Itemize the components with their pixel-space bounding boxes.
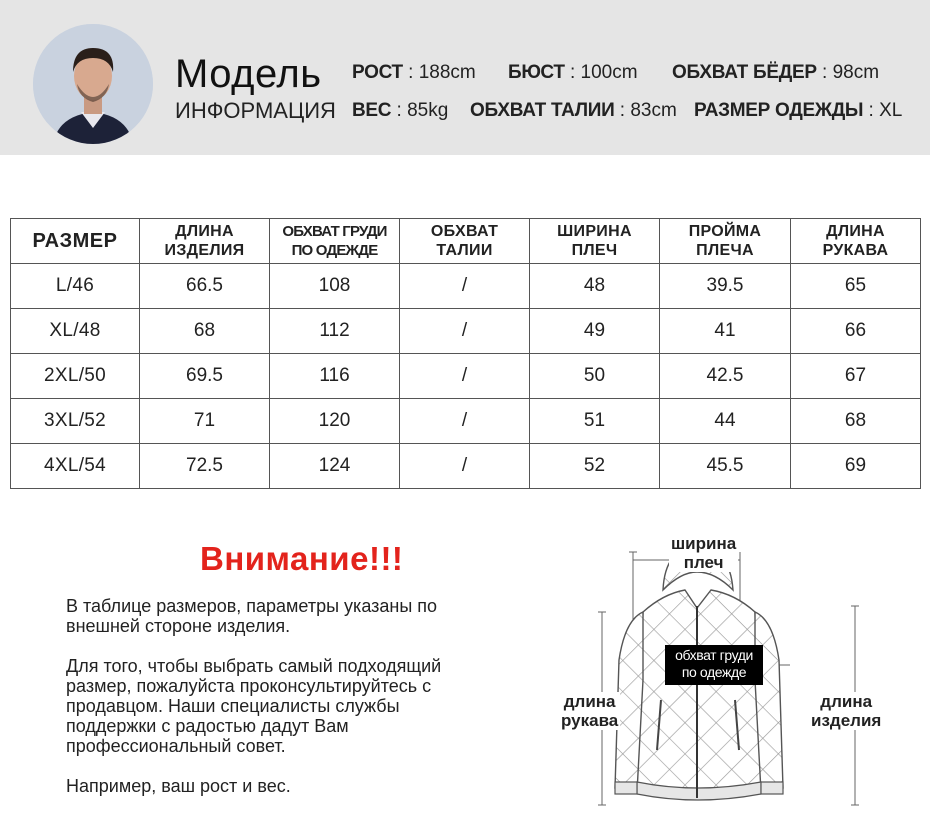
header-line: ОБХВАТ ГРУДИ	[282, 223, 387, 240]
header-line: ТАЛИИ	[436, 242, 493, 259]
shoulder-width-label	[669, 534, 738, 572]
label-line: обхват груди	[675, 647, 753, 663]
header-line: ПРОЙМА	[688, 223, 762, 240]
table-cell: 49	[530, 309, 660, 354]
table-row	[11, 264, 921, 309]
table-cell: 69.5	[140, 354, 270, 399]
stat-bust-value: 100cm	[580, 62, 638, 83]
header-line: ОБХВАТ	[430, 223, 499, 240]
stat-bust-label: БЮСТ	[508, 62, 565, 83]
notice-line: профессиональный совет.	[66, 736, 286, 756]
label-line: изделия	[811, 711, 882, 730]
header-line: РУКАВА	[822, 242, 889, 259]
label-line: рукава	[561, 711, 619, 730]
table-cell: 116	[270, 354, 400, 399]
table-row	[11, 309, 921, 354]
stat-hips-value: 98cm	[832, 62, 880, 83]
table-cell: 50	[530, 354, 660, 399]
notice-line: поддержки с радостью дадут Вам	[66, 716, 349, 736]
table-cell: /	[400, 264, 530, 309]
table-row	[11, 444, 921, 489]
table-cell: 39.5	[660, 264, 791, 309]
label-line: длина	[563, 692, 616, 711]
table-cell: 66	[791, 309, 921, 354]
stat-height-label: РОСТ	[352, 62, 403, 83]
table-cell: 72.5	[140, 444, 270, 489]
table-cell: 44	[660, 399, 791, 444]
table-cell: /	[400, 354, 530, 399]
notice-line: В таблице размеров, параметры указаны по	[66, 596, 438, 616]
table-cell: 41	[660, 309, 791, 354]
table-row	[11, 399, 921, 444]
notice-paragraph	[66, 596, 536, 636]
table-cell: 68	[140, 309, 270, 354]
chest-girth-label	[665, 645, 763, 685]
stat-waist-value: 83cm	[630, 100, 677, 121]
stat-height	[352, 62, 476, 84]
label-line: плеч	[683, 553, 724, 572]
stat-separator: :	[396, 100, 402, 121]
table-cell: /	[400, 399, 530, 444]
header-length	[140, 219, 270, 264]
header-line: ПЛЕЧ	[571, 242, 618, 259]
header-line: ПО ОДЕЖДЕ	[291, 242, 378, 259]
notice-paragraph	[66, 656, 536, 756]
stat-weight-value: 85kg	[407, 100, 449, 121]
table-cell: 108	[270, 264, 400, 309]
header-shoulder-width	[530, 219, 660, 264]
garment-length-label	[809, 692, 883, 730]
header-chest	[270, 219, 400, 264]
table-cell: 69	[791, 444, 921, 489]
label-line: по одежде	[681, 664, 747, 680]
attention-heading: Внимание!!!	[200, 540, 404, 577]
table-cell: 71	[140, 399, 270, 444]
stat-clothing-size	[694, 100, 902, 122]
notice-text	[66, 596, 536, 816]
header-line: ПЛЕЧА	[696, 242, 754, 259]
label-line: длина	[820, 692, 873, 711]
stat-hips-label: ОБХВАТ БЁДЕР	[672, 62, 817, 83]
stat-waist	[470, 100, 677, 122]
stat-separator: :	[619, 100, 626, 121]
table-cell: L/46	[11, 264, 140, 309]
notice-paragraph	[66, 776, 536, 796]
table-cell: 120	[270, 399, 400, 444]
label-line: ширина	[671, 534, 737, 553]
stat-weight	[352, 100, 448, 122]
header-sleeve-length	[791, 219, 921, 264]
header-line: ДЛИНА	[826, 223, 885, 240]
notice-line: продавцом. Наши специалисты службы	[66, 696, 400, 716]
model-info-header	[0, 0, 930, 155]
notice-line: Например, ваш рост и вес.	[66, 776, 291, 796]
stat-hips	[672, 62, 879, 84]
stat-waist-label: ОБХВАТ ТАЛИИ	[470, 100, 615, 121]
header-line: ИЗДЕЛИЯ	[164, 242, 245, 259]
table-cell: 2XL/50	[11, 354, 140, 399]
table-cell: 67	[791, 354, 921, 399]
table-cell: 51	[530, 399, 660, 444]
sleeve-length-label	[559, 692, 620, 730]
notice-line: размер, пожалуйста проконсультируйтесь с	[66, 676, 432, 696]
table-cell: 124	[270, 444, 400, 489]
header-size	[11, 219, 140, 264]
stat-height-value: 188cm	[418, 62, 476, 83]
table-cell: /	[400, 309, 530, 354]
table-cell: /	[400, 444, 530, 489]
stat-weight-label: ВЕС	[352, 100, 392, 121]
table-row	[11, 354, 921, 399]
model-avatar	[33, 24, 153, 144]
jacket-measurement-diagram	[545, 520, 930, 830]
table-cell: 42.5	[660, 354, 791, 399]
page-subtitle: ИНФОРМАЦИЯ	[175, 98, 336, 123]
header-line: ДЛИНА	[175, 223, 234, 240]
table-cell: XL/48	[11, 309, 140, 354]
notice-line: внешней стороне изделия.	[66, 616, 291, 636]
header-line: РАЗМЕР	[32, 229, 118, 252]
stat-separator: :	[569, 62, 576, 83]
stat-separator: :	[868, 100, 874, 121]
page-title: Модель	[175, 52, 322, 96]
table-header-row	[11, 219, 921, 264]
table-cell: 48	[530, 264, 660, 309]
table-cell: 112	[270, 309, 400, 354]
table-cell: 3XL/52	[11, 399, 140, 444]
header-line: ШИРИНА	[557, 223, 632, 240]
stat-separator: :	[408, 62, 414, 83]
stat-size-value: XL	[879, 100, 903, 121]
table-cell: 4XL/54	[11, 444, 140, 489]
stat-bust	[508, 62, 638, 84]
table-cell: 65	[791, 264, 921, 309]
stat-size-label: РАЗМЕР ОДЕЖДЫ	[694, 100, 864, 121]
table-cell: 52	[530, 444, 660, 489]
size-table	[10, 218, 921, 489]
header-waist	[400, 219, 530, 264]
table-cell: 45.5	[660, 444, 791, 489]
stat-separator: :	[822, 62, 828, 83]
table-cell: 66.5	[140, 264, 270, 309]
header-armhole	[660, 219, 791, 264]
notice-line: Для того, чтобы выбрать самый подходящий	[66, 656, 442, 676]
table-cell: 68	[791, 399, 921, 444]
